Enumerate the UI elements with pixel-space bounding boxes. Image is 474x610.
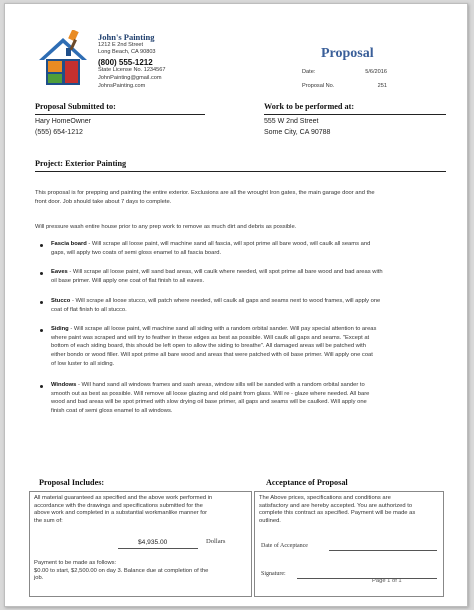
scope-item-title: Windows	[51, 382, 77, 388]
work-street: 555 W 2nd Street	[264, 118, 319, 125]
scope-item-line: Eaves - Will scrape all loose paint, will sand bad areas, will caulk where needed, will spot prime all bare wood and bad areas with	[51, 269, 383, 275]
includes-line: accordance with the drawings and specifications submitted for the	[34, 502, 203, 509]
scope-item-title: Eaves	[51, 269, 68, 275]
includes-line: above work and completed in a substantial workmanlike manner for	[34, 510, 208, 517]
company-website: JohnsPainting.com	[98, 83, 146, 89]
work-location-heading: Work to be performed at:	[264, 102, 355, 111]
includes-line: All material guaranteed as specified and the above work performed in	[34, 495, 213, 501]
project-intro	[35, 189, 455, 206]
scope-item-line: smooth out as best as possible. Will remove all loose glazing and old paint from glass. Will re - glaze where needed. All bare	[51, 390, 370, 397]
scope-item-siding	[51, 325, 447, 369]
date-value: 5/6/2016	[365, 69, 387, 75]
bullet-icon	[40, 244, 43, 247]
scope-item-line: of low luster to all siding.	[51, 360, 115, 367]
acceptance-line: The Above prices, specifications and conditions are	[259, 495, 391, 501]
scope-item-eaves	[51, 268, 447, 285]
payment-line: Payment to be made as follows:	[34, 560, 117, 566]
scope-item-line: bottom of each siding board, this should be left open to allow the siding to breathe". All damaged areas will be patched with	[51, 343, 366, 350]
bullet-icon	[40, 301, 43, 304]
acceptance-line: outlined.	[259, 518, 281, 525]
amount-line	[118, 548, 198, 549]
scope-item-title: Fascia board	[51, 241, 87, 247]
scope-item-title: Stucco	[51, 298, 71, 304]
house-paint-logo-icon	[37, 30, 89, 88]
work-city: Some City, CA 90788	[264, 129, 331, 136]
acceptance-line: satisfactory and are hereby accepted. You are authorized to	[259, 502, 413, 509]
work-location-rule	[264, 114, 446, 115]
acceptance-box	[254, 491, 444, 597]
scope-item-line: coat of flat finish to all stucco.	[51, 306, 127, 313]
company-address-line1: 1212 E 2nd Street	[98, 42, 144, 48]
scope-item-stucco	[51, 297, 447, 314]
signature-field[interactable]	[297, 578, 437, 579]
client-phone: (555) 654-1212	[35, 129, 83, 136]
acceptance-line: complete this contract as specified. Payment will be made as	[259, 510, 416, 517]
submitted-to-heading: Proposal Submitted to:	[35, 102, 116, 111]
scope-item-line: finish coat of semi gloss enamel to all windows.	[51, 408, 173, 415]
company-phone: (800) 555-1212	[98, 58, 153, 67]
proposal-includes-box	[29, 491, 252, 597]
scope-item-line: Siding - Will scrape all loose paint, will machine sand all siding with a random orbital sander. Will pay special attention to areas	[51, 326, 377, 332]
company-name: John's Painting	[98, 32, 155, 42]
proposal-title: Proposal	[321, 46, 374, 61]
project-intro-line: front door. Job should take about 7 days to complete.	[35, 198, 172, 205]
proposal-number-value: 251	[377, 83, 387, 89]
scope-item-fascia	[51, 240, 447, 257]
signature-label: Signature:	[261, 571, 286, 577]
scope-item-line: either bondo or wood filler. Will spot prime all bare wood and areas that were patched with oil base primer. Will apply one coat	[51, 352, 373, 359]
date-of-acceptance-label: Date of Acceptance	[261, 543, 308, 549]
payment-line: $0.00 to start, $2,500.00 on day 3. Balance due at completion of the	[34, 567, 209, 574]
scope-item-windows	[51, 381, 447, 416]
scope-item-line: oil base primer. Will apply one coat of flat finish to all eaves.	[51, 277, 205, 284]
includes-text	[34, 495, 249, 526]
bullet-icon	[40, 272, 43, 275]
scope-item-line: Stucco - Will scrape all loose stucco, will patch where needed, will caulk all gaps and seams next to wood frames, will apply one	[51, 298, 381, 304]
date-of-acceptance-field[interactable]	[329, 550, 437, 551]
client-name: Hary HomeOwner	[35, 118, 92, 125]
scope-item-line: wood and bad areas will be spot primed with slow drying oil base primer, all gaps and seams will be caulked. Will apply one	[51, 399, 367, 406]
payment-line: job.	[34, 575, 44, 582]
submitted-to-rule	[35, 114, 205, 115]
payment-terms	[34, 560, 249, 583]
acceptance-text	[259, 495, 441, 526]
pressure-wash-text: Will pressure wash entire house prior to any prep work to remove as much dirt and debris as possible.	[35, 224, 297, 230]
project-rule	[35, 171, 446, 172]
proposal-page	[4, 3, 468, 607]
scope-item-line: Fascia board - Will scrape all loose paint, will machine sand all fascia, will spot prime all bare wood, will caulk all seams and	[51, 241, 371, 247]
acceptance-heading: Acceptance of Proposal	[266, 478, 348, 487]
scope-item-line: where paint was scraped and will try to feather in these edges as best as possible. Will caulk all gaps and seams. "Except at	[51, 334, 370, 341]
scope-item-title: Siding	[51, 326, 69, 332]
bullet-icon	[40, 329, 43, 332]
proposal-number-label: Proposal No.	[302, 83, 335, 89]
date-label: Date:	[302, 69, 316, 75]
scope-item-line: Windows - Will hand sand all windows frames and sash areas, window sills will be sanded with a random orbital sander to	[51, 382, 365, 388]
total-amount: $4,935.00	[138, 539, 168, 546]
proposal-includes-heading: Proposal Includes:	[39, 478, 105, 487]
bullet-icon	[40, 385, 43, 388]
company-address-line2: Long Beach, CA 90803	[98, 49, 156, 55]
page-number: Page 1 of 1	[372, 578, 402, 584]
dollars-label: Dollars	[206, 538, 226, 545]
company-license: State License No. 1234567	[98, 67, 166, 73]
project-intro-line: This proposal is for prepping and painting the entire exterior. Exclusions are all the wrought Iron gates, the main garage door and the	[35, 190, 375, 196]
company-email: JohnPainting@gmail.com	[98, 75, 162, 81]
project-heading: Project: Exterior Painting	[35, 159, 127, 168]
includes-line: the sum of:	[34, 518, 63, 525]
scope-item-line: gaps, will apply two coats of semi gloss enamel to all fascia board.	[51, 249, 222, 256]
